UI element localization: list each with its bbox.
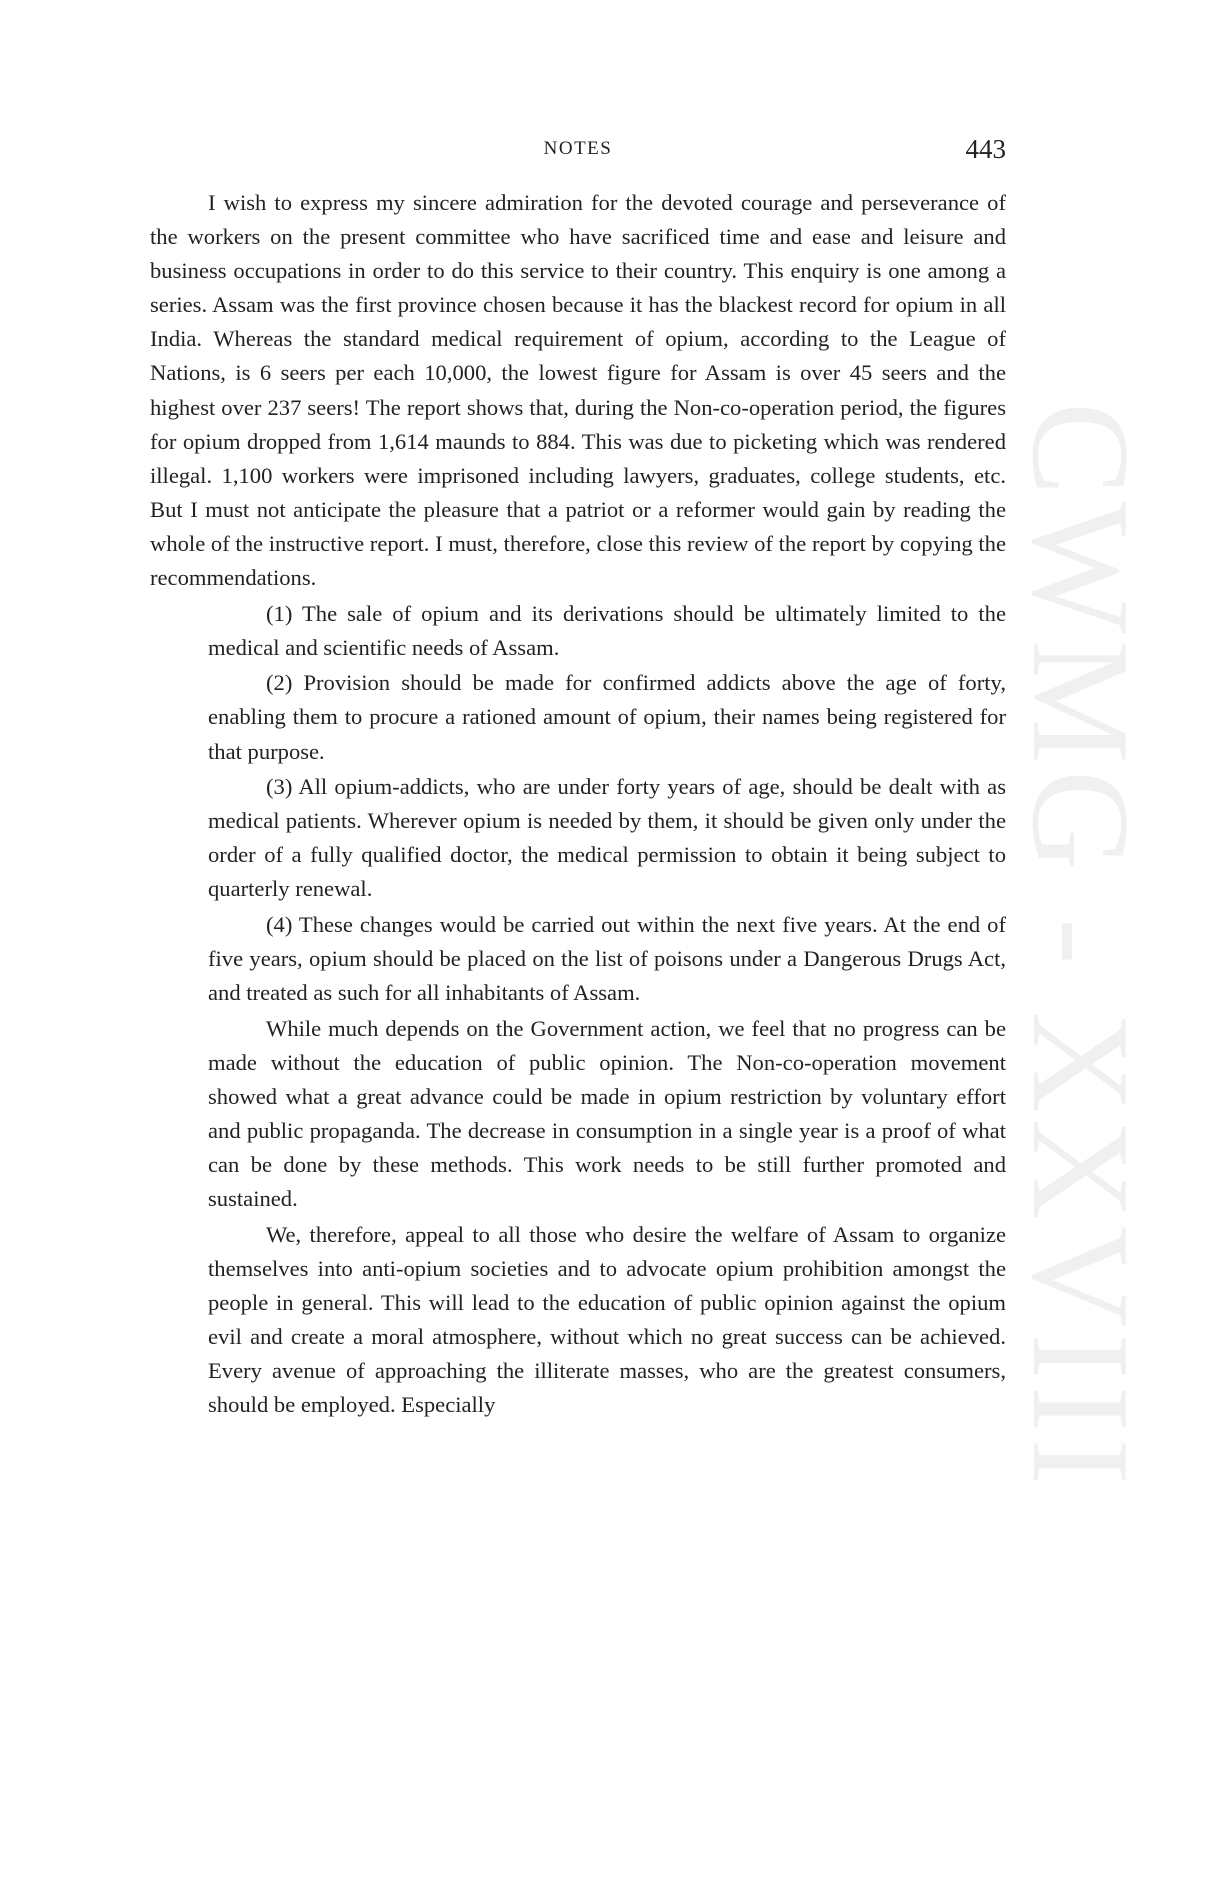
recommendation-2: (2) Provision should be made for confirmed addicts above the age of forty, enabling them to procure a rationed amount of opium, their names being registered for that purpose. bbox=[208, 670, 1006, 764]
intro-paragraph: I wish to express my sincere admiration for the devoted courage and perseverance of the workers on the present committee who have sacrificed time and ease and leisure and business occupations in order to do this service to their country. This enquiry is one among a series. Assam was the first province chosen because it has the blackest record for opium in all India. Whereas the standard medical requirement of opium, according to the League of Nations, is 6 seers per each 10,000, the lowest figure for Assam is over 45 seers and the highest over 237 seers! The report shows that, during the Non-co-operation period, the figures for opium dropped from 1,614 maunds to 884. This was due to picketing which was rendered illegal. 1,100 workers were imprisoned including lawyers, graduates, college students, etc. But I must not anticipate the pleasure that a patriot or a reformer would gain by reading the whole of the instructive report. I must, therefore, close this review of the report by copying the recommendations. bbox=[150, 190, 1006, 591]
watermark bbox=[1003, 402, 1158, 1512]
running-head bbox=[150, 134, 1006, 174]
closing-paragraph-1: While much depends on the Government action, we feel that no progress can be made without the education of public opinion. The Non-co-operation movement showed what a great advance could be made in opium restriction by voluntary effort and public propaganda. The decrease in consumption in a single year is a proof of what can be done by these methods. This work needs to be still further promoted and sustained. bbox=[208, 1015, 1006, 1212]
page-title: NOTES bbox=[543, 138, 613, 159]
recommendation-4: (4) These changes would be carried out within the next five years. At the end of five years, opium should be placed on the list of poisons under a Dangerous Drugs Act, and treated as such for all inhabitants of Assam. bbox=[208, 911, 1006, 1006]
page-body bbox=[150, 186, 1006, 1422]
recommendation-3: (3) All opium-addicts, who are under forty years of age, should be dealt with as medical patients. Wherever opium is needed by them, it should be given only under the order of a fully qualified doctor, the medical permission to obtain it being subject to quarterly renewal. bbox=[208, 774, 1006, 902]
page-number: 443 bbox=[965, 134, 1006, 164]
watermark-text: CWMG - XXVIII bbox=[1003, 402, 1158, 1491]
recommendation-1: (1) The sale of opium and its derivations should be ultimately limited to the medical and scientific needs of Assam. bbox=[208, 600, 1006, 660]
closing-paragraph-2: We, therefore, appeal to all those who desire the welfare of Assam to organize themselves into anti-opium societies and to advocate opium prohibition amongst the people in general. This will lead to the education of public opinion against the opium evil and create a moral atmosphere, without which no great success can be achieved. Every avenue of approaching the illiterate masses, who are the greatest consumers, should be employed. Especially bbox=[208, 1221, 1006, 1418]
